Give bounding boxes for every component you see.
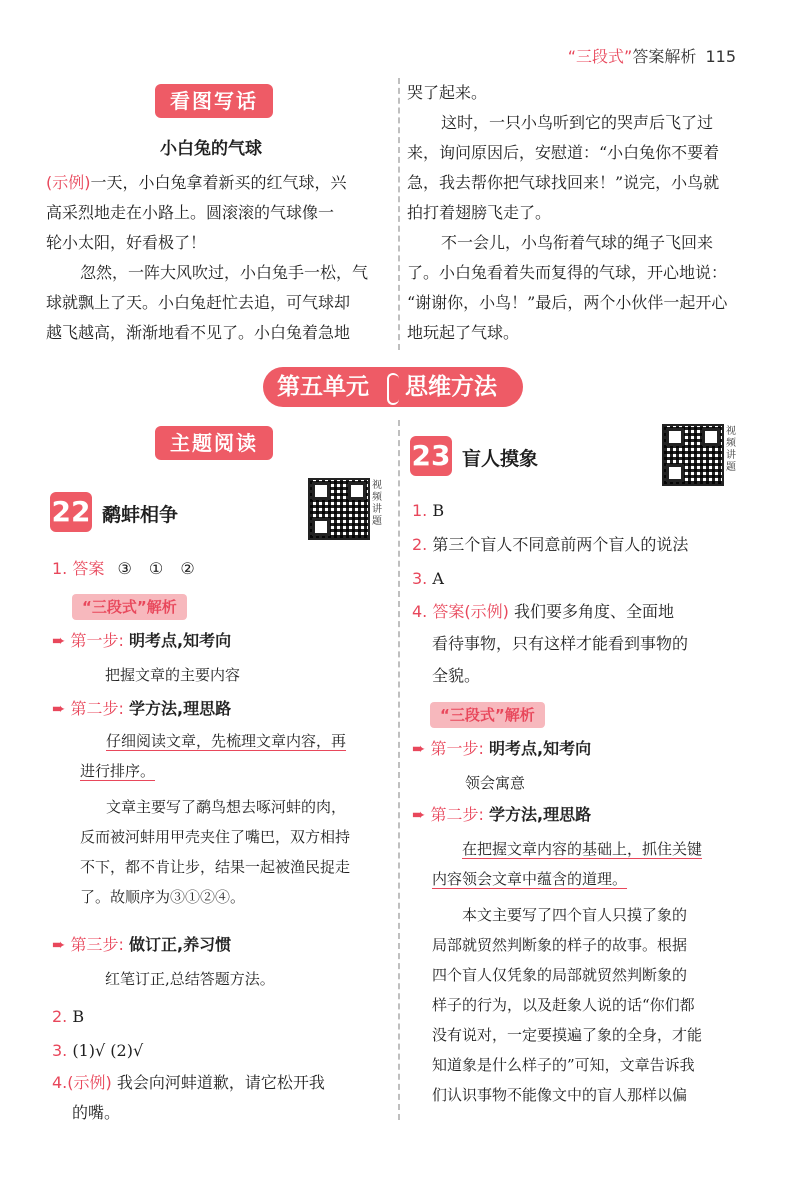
page-number: 115	[705, 47, 736, 66]
analysis-pill-22: “三段式”解析	[72, 594, 187, 620]
step1-22	[52, 628, 231, 654]
step-text: 明考点,知考向	[129, 631, 232, 650]
q4-text: 我会向河蚌道歉，请它松开我	[116, 1073, 325, 1092]
answer-tag: 答案	[432, 602, 465, 621]
qr-label-22: 视频讲题	[372, 480, 382, 527]
arrow-icon: ➨	[412, 805, 426, 824]
q4-answer-23	[412, 596, 752, 692]
q2-answer-22	[52, 1002, 84, 1032]
unit-theme: 思维方法	[405, 374, 497, 400]
text-line: 的嘴。	[72, 1103, 121, 1122]
qr-finder	[702, 428, 720, 446]
q1-answer-23	[412, 496, 444, 526]
q2-text: B	[72, 1007, 85, 1026]
text-line: “谢谢你，小鸟！”最后，两个小伙伴一起开心	[407, 293, 728, 312]
step-label: 第一步:	[430, 739, 484, 758]
lesson-number-23: 23	[410, 436, 452, 476]
qr-finder	[666, 464, 684, 482]
q4-number: 4.	[52, 1073, 68, 1092]
step1-sub-23: 领会寓意	[465, 774, 526, 792]
text-span: 一天，小白兔拿着新买的红气球，兴	[90, 173, 347, 192]
lesson-title-23: 盲人摸象	[462, 448, 539, 470]
text-line: 拍打着翅膀飞走了。	[407, 203, 552, 222]
text-line: 地玩起了气球。	[407, 323, 520, 342]
text-line: 来，询问原因后，安慰道：“小白兔你不要着	[407, 143, 720, 162]
story-title: 小白兔的气球	[160, 139, 262, 159]
text-line	[46, 168, 386, 198]
analysis-body-22	[80, 792, 390, 912]
text-line: 这时，一只小鸟听到它的哭声后飞了过	[441, 113, 714, 132]
text-line: 不下，都不肯让步，结果一起被渔民捉走	[80, 858, 351, 876]
text-line: 样子的行为，以及赶象人说的话“你们都	[432, 996, 695, 1014]
text-line: 哭了起来。	[407, 83, 488, 102]
text-line: 越飞越高，渐渐地看不见了。小白兔着急地	[46, 323, 351, 342]
text-line: 全貌。	[432, 666, 481, 685]
text-line	[52, 1068, 392, 1098]
text-line: 看待事物，只有这样才能看到事物的	[432, 634, 689, 653]
text-line: 反而被河蚌用甲壳夹住了嘴巴，双方相持	[80, 828, 351, 846]
page-header	[568, 44, 736, 67]
step1-23	[412, 736, 591, 762]
answer-tag: 答案	[72, 559, 105, 578]
text-line: 四个盲人仅凭象的局部就贸然判断象的	[432, 966, 688, 984]
step-text: 明考点,知考向	[489, 739, 592, 758]
lesson-title-22: 鹬蚌相争	[102, 504, 179, 526]
qr-label-23: 视频讲题	[726, 426, 736, 473]
arrow-icon: ➨	[52, 631, 66, 650]
q2-number: 2.	[412, 535, 428, 554]
step-text: 学方法,理思路	[129, 699, 232, 718]
step3-sub-22: 红笔订正,总结答题方法。	[105, 970, 275, 988]
unit-banner	[263, 367, 523, 407]
text-line: 了。故顺序为③①②④。	[80, 888, 246, 906]
q1-answer-22	[52, 554, 201, 584]
header-text: 答案解析	[632, 47, 697, 66]
q3-text: (1)√ (2)√	[72, 1041, 144, 1060]
qr-code-23[interactable]	[662, 424, 724, 486]
example-tag: (示例)	[46, 173, 91, 192]
step2-23	[412, 802, 591, 828]
analysis-body-23	[432, 900, 752, 1110]
step1-sub-22: 把握文章的主要内容	[105, 666, 241, 684]
q2-text: 第三个盲人不同意前两个盲人的说法	[432, 535, 689, 554]
step-label: 第二步:	[70, 699, 124, 718]
arrow-icon: ➨	[52, 935, 66, 954]
analysis-pill-23: “三段式”解析	[430, 702, 545, 728]
qr-finder	[348, 482, 366, 500]
section-title-text: 主题阅读	[170, 431, 258, 455]
example-tag: (示例)	[67, 1073, 112, 1092]
step2-22	[52, 696, 231, 722]
text-line: 忽然，一阵大风吹过，小白兔手一松，气	[80, 263, 369, 282]
q1-number: 1.	[52, 559, 68, 578]
qr-finder	[666, 428, 684, 446]
text-line: 局部就贸然判断象的样子的故事。根据	[432, 936, 688, 954]
text-line: 知道象是什么样子的”可知，文章告诉我	[432, 1056, 695, 1074]
text-line: 们认识事物不能像文中的盲人那样以偏	[432, 1086, 688, 1104]
story-left-column	[46, 168, 386, 348]
qr-finder	[312, 518, 330, 536]
q1-text: B	[432, 501, 445, 520]
column-divider-top	[398, 78, 400, 350]
text-line: 球就飘上了天。小白兔赶忙去追，可气球却	[46, 293, 351, 312]
section-zhuti-yuedu	[155, 426, 273, 460]
text-line: 内容领会文章中蕴含的道理。	[432, 870, 628, 888]
text-line	[412, 596, 752, 628]
step2-sub-22	[80, 726, 390, 786]
header-brand: “三段式”	[567, 47, 633, 66]
banner-separator	[387, 373, 399, 405]
text-line: 进行排序。	[80, 762, 156, 780]
q4-answer-22	[52, 1068, 392, 1128]
arrow-icon: ➨	[412, 739, 426, 758]
text-line: 高采烈地走在小路上。圆滚滚的气球像一	[46, 203, 335, 222]
step-label: 第二步:	[430, 805, 484, 824]
example-tag: (示例)	[464, 602, 509, 621]
step-label: 第一步:	[70, 631, 124, 650]
q1-text: ③ ① ②	[117, 559, 201, 578]
story-right-column	[407, 78, 752, 348]
step-text: 学方法,理思路	[489, 805, 592, 824]
text-line: 文章主要写了鹬鸟想去啄河蚌的肉，	[106, 798, 347, 816]
step2-sub-23	[432, 834, 752, 894]
lesson-number-22: 22	[50, 492, 92, 532]
q3-number: 3.	[412, 569, 428, 588]
section-kantu-xiehua	[155, 84, 273, 118]
text-line: 在把握文章内容的基础上，抓住关键	[462, 840, 703, 858]
q3-answer-22	[52, 1036, 143, 1066]
unit-number: 第五单元	[277, 374, 369, 400]
qr-code-22[interactable]	[308, 478, 370, 540]
q3-text: A	[432, 569, 444, 588]
q2-number: 2.	[52, 1007, 68, 1026]
text-line: 不一会儿，小鸟衔着气球的绳子飞回来	[441, 233, 714, 252]
text-line: 仔细阅读文章，先梳理文章内容，再	[106, 732, 347, 750]
section-title-text: 看图写话	[170, 89, 258, 113]
step-text: 做订正,养习惯	[129, 935, 232, 954]
text-line: 本文主要写了四个盲人只摸了象的	[462, 906, 688, 924]
q3-number: 3.	[52, 1041, 68, 1060]
q4-number: 4.	[412, 602, 428, 621]
text-line: 急，我去帮你把气球找回来！”说完，小鸟就	[407, 173, 720, 192]
column-divider-bottom	[398, 420, 400, 1120]
text-line: 没有说对，一定要摸遍了象的全身，才能	[432, 1026, 703, 1044]
step-label: 第三步:	[70, 935, 124, 954]
q1-number: 1.	[412, 501, 428, 520]
q3-answer-23	[412, 564, 444, 594]
text-line: 轮小太阳，好看极了！	[46, 233, 207, 252]
arrow-icon: ➨	[52, 699, 66, 718]
q4-text: 我们要多角度、全面地	[513, 602, 674, 621]
qr-finder	[312, 482, 330, 500]
text-line: 了。小白兔看着失而复得的气球，开心地说：	[407, 263, 728, 282]
step3-22	[52, 932, 231, 958]
q2-answer-23	[412, 530, 688, 560]
